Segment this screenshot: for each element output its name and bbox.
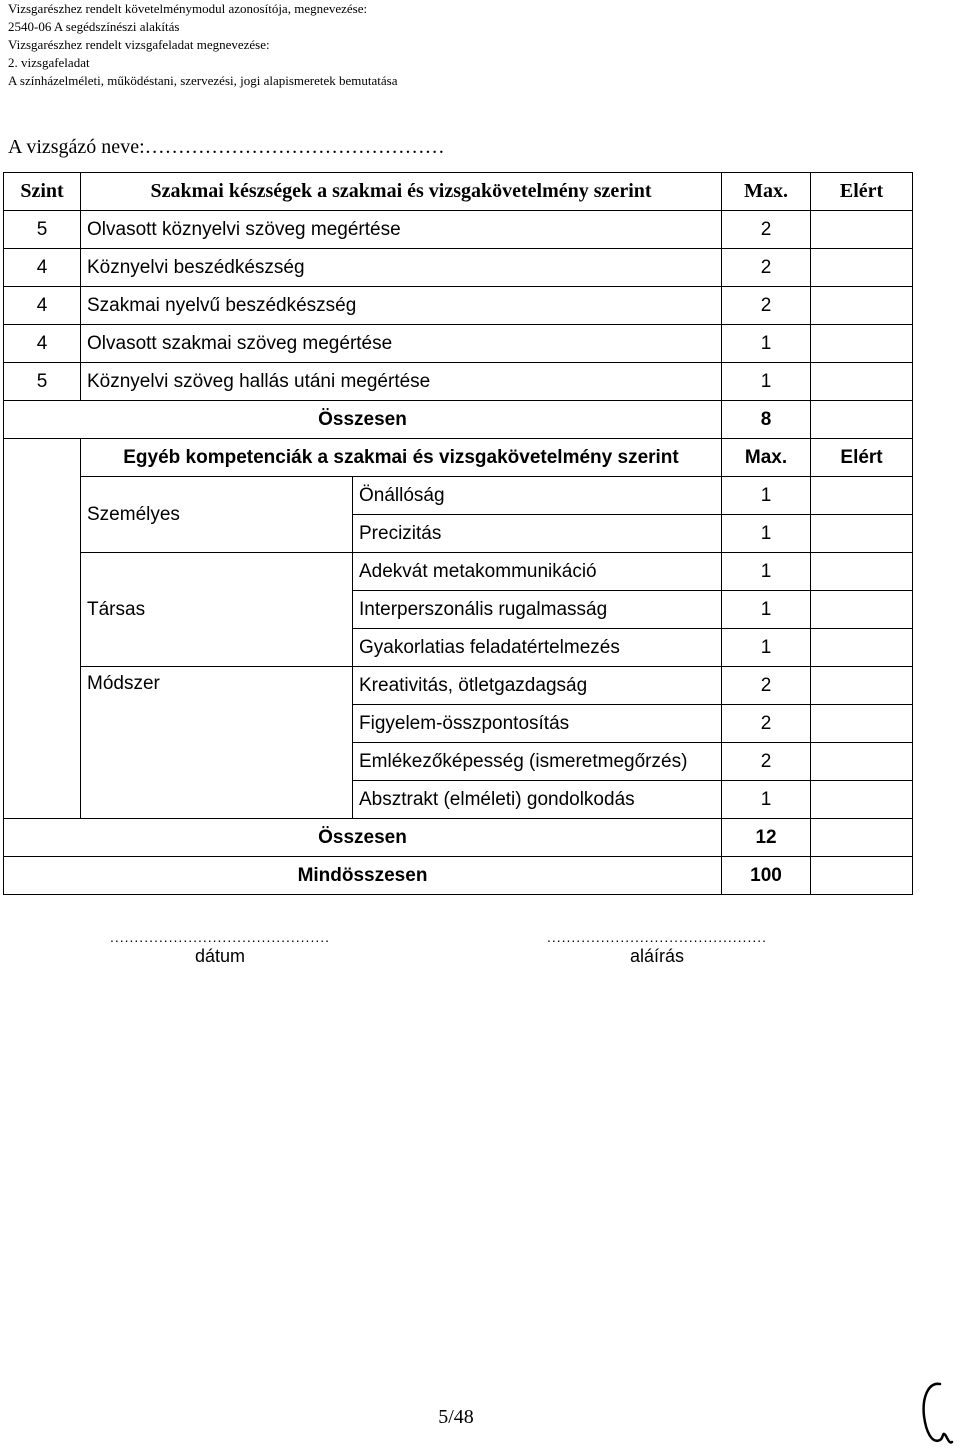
- achieved-cell[interactable]: [811, 705, 913, 743]
- table-row: [4, 363, 913, 401]
- signature-label: aláírás: [629, 946, 685, 966]
- max-cell: 1: [722, 325, 811, 363]
- level-cell: 4: [4, 249, 81, 287]
- header-max: Max.: [722, 173, 811, 211]
- header-line: 2540-06 A segédszínészi alakítás: [8, 19, 180, 34]
- total-label: Összesen: [4, 819, 722, 857]
- max-cell: 1: [722, 553, 811, 591]
- header-skill: Szakmai készségek a szakmai és vizsgakövetelmény szerint: [81, 173, 722, 211]
- evaluation-table: [3, 172, 913, 895]
- skill-cell: Köznyelvi beszédkészség: [81, 249, 722, 287]
- max-cell: 1: [722, 591, 811, 629]
- total-achieved-cell[interactable]: [811, 401, 913, 439]
- total-achieved-cell[interactable]: [811, 819, 913, 857]
- achieved-cell[interactable]: [811, 667, 913, 705]
- table-header-row: [4, 439, 913, 477]
- competency-cell: Precizitás: [353, 515, 722, 553]
- achieved-cell[interactable]: [811, 363, 913, 401]
- total-row: [4, 401, 913, 439]
- header-achieved-2: Elért: [811, 439, 913, 477]
- max-cell: 1: [722, 363, 811, 401]
- table-row: [4, 211, 913, 249]
- date-dots: .............................................: [109, 929, 331, 945]
- grand-total-row: [4, 857, 913, 895]
- max-cell: 2: [722, 287, 811, 325]
- competency-cell: Kreativitás, ötletgazdagság: [353, 667, 722, 705]
- header-line: 2. vizsgafeladat: [8, 55, 90, 70]
- max-cell: 1: [722, 477, 811, 515]
- candidate-name-line: [8, 136, 445, 159]
- table-row: [4, 477, 913, 515]
- header-competencies: Egyéb kompetenciák a szakmai és vizsgakövetelmény szerint: [81, 439, 722, 477]
- achieved-cell[interactable]: [811, 287, 913, 325]
- signature-block: [507, 928, 807, 967]
- max-cell: 1: [722, 515, 811, 553]
- category-cell: Társas: [81, 553, 353, 667]
- competency-cell: Interperszonális rugalmasság: [353, 591, 722, 629]
- skill-cell: Köznyelvi szöveg hallás utáni megértése: [81, 363, 722, 401]
- achieved-cell[interactable]: [811, 325, 913, 363]
- handwritten-signature-mark: [918, 1378, 954, 1448]
- max-cell: 2: [722, 249, 811, 287]
- date-label: dátum: [194, 946, 246, 966]
- header-level: Szint: [4, 173, 81, 211]
- category-cell: Módszer: [81, 667, 353, 819]
- table-header-row: [4, 173, 913, 211]
- skill-cell: Olvasott szakmai szöveg megértése: [81, 325, 722, 363]
- achieved-cell[interactable]: [811, 743, 913, 781]
- header-line: Vizsgarészhez rendelt követelménymodul azonosítója, megnevezése:: [8, 1, 368, 16]
- spacer-cell: [4, 439, 81, 477]
- candidate-dots: ………………………………………: [144, 136, 445, 158]
- achieved-cell[interactable]: [811, 781, 913, 819]
- skill-cell: Szakmai nyelvű beszédkészség: [81, 287, 722, 325]
- header-achieved: Elért: [811, 173, 913, 211]
- level-cell: 4: [4, 325, 81, 363]
- level-cell: 5: [4, 211, 81, 249]
- grand-total-achieved-cell[interactable]: [811, 857, 913, 895]
- level-cell: 5: [4, 363, 81, 401]
- max-cell: 2: [722, 705, 811, 743]
- max-cell: 2: [722, 667, 811, 705]
- achieved-cell[interactable]: [811, 591, 913, 629]
- header-max-2: Max.: [722, 439, 811, 477]
- total-label: Összesen: [4, 401, 722, 439]
- max-cell: 1: [722, 629, 811, 667]
- category-cell: Személyes: [81, 477, 353, 553]
- candidate-label: A vizsgázó neve:: [8, 136, 145, 158]
- total-value: 8: [722, 401, 811, 439]
- signature-dots: .............................................: [546, 929, 768, 945]
- achieved-cell[interactable]: [811, 249, 913, 287]
- total-row: [4, 819, 913, 857]
- table-row: [4, 553, 913, 591]
- table-row: [4, 249, 913, 287]
- date-signature-block: [70, 928, 370, 967]
- skill-cell: Olvasott köznyelvi szöveg megértése: [81, 211, 722, 249]
- achieved-cell[interactable]: [811, 515, 913, 553]
- grand-total-label: Mindösszesen: [4, 857, 722, 895]
- table-row: [4, 667, 913, 705]
- competency-cell: Absztrakt (elméleti) gondolkodás: [353, 781, 722, 819]
- level-cell: 4: [4, 287, 81, 325]
- competency-cell: Adekvát metakommunikáció: [353, 553, 722, 591]
- spacer-cell: [4, 477, 81, 819]
- max-cell: 2: [722, 211, 811, 249]
- grand-total-value: 100: [722, 857, 811, 895]
- competency-cell: Gyakorlatias feladatértelmezés: [353, 629, 722, 667]
- competency-cell: Emlékezőképesség (ismeretmegőrzés): [353, 743, 722, 781]
- max-cell: 1: [722, 781, 811, 819]
- max-cell: 2: [722, 743, 811, 781]
- achieved-cell[interactable]: [811, 629, 913, 667]
- achieved-cell[interactable]: [811, 211, 913, 249]
- table-row: [4, 287, 913, 325]
- header-line: A színházelméleti, működéstani, szervezési, jogi alapismeretek bemutatása: [8, 73, 398, 88]
- document-header: [8, 0, 398, 90]
- achieved-cell[interactable]: [811, 477, 913, 515]
- total-value: 12: [722, 819, 811, 857]
- competency-cell: Figyelem-összpontosítás: [353, 705, 722, 743]
- header-line: Vizsgarészhez rendelt vizsgafeladat megnevezése:: [8, 37, 270, 52]
- table-row: [4, 325, 913, 363]
- page-number: 5/48: [438, 1406, 474, 1428]
- achieved-cell[interactable]: [811, 553, 913, 591]
- competency-cell: Önállóság: [353, 477, 722, 515]
